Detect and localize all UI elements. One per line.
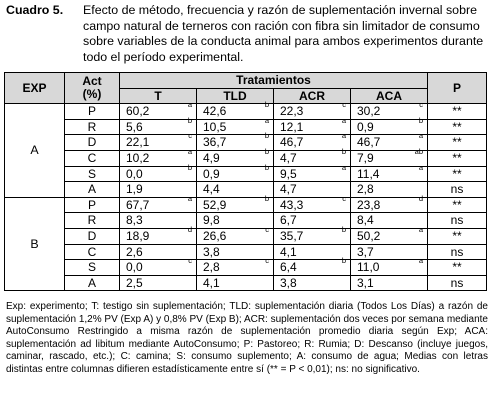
header-tratamientos: Tratamientos xyxy=(120,73,428,89)
value-cell xyxy=(274,182,351,198)
value-number: 6,4 xyxy=(280,260,297,275)
header-p: P xyxy=(428,73,487,104)
value-number: 3,1 xyxy=(357,275,374,290)
p-cell: ** xyxy=(428,197,487,213)
value-cell xyxy=(274,224,351,244)
value-cell xyxy=(274,100,351,120)
value-number: 3,8 xyxy=(280,275,297,290)
value-cell xyxy=(197,131,274,151)
significance-letter: a xyxy=(418,224,424,234)
significance-letter: b xyxy=(264,100,269,110)
value-cell xyxy=(351,146,428,166)
value-number: 11,4 xyxy=(357,166,380,181)
value-number: 0,0 xyxy=(126,166,143,181)
value-number: 10,2 xyxy=(126,150,150,165)
significance-letter: a xyxy=(187,100,192,110)
act-cell: D xyxy=(65,228,120,244)
value-cell xyxy=(274,275,351,291)
value-number: 2,6 xyxy=(126,244,143,259)
table-row xyxy=(5,166,487,182)
value-number: 60,2 xyxy=(126,104,150,119)
value-cell xyxy=(120,193,197,213)
exp-cell: A xyxy=(5,104,65,198)
value-cell xyxy=(197,100,274,120)
p-cell: ** xyxy=(428,104,487,120)
value-cell xyxy=(197,146,274,166)
value-number: 0,9 xyxy=(357,119,374,134)
value-cell xyxy=(351,100,428,120)
significance-letter: a xyxy=(418,162,424,172)
table-body xyxy=(5,100,487,291)
significance-letter: b xyxy=(264,193,269,203)
value-number: 26,6 xyxy=(203,228,227,243)
caption-text: Efecto de método, frecuencia y razón de suplementación invernal sobre campo natural de terneros con ración con fibra sin limitador de consumo sobre variables de la conducta animal para ambos experimentos durante todo el período experimental. xyxy=(83,3,484,64)
value-number: 1,9 xyxy=(126,182,143,197)
significance-letter: b xyxy=(264,131,269,141)
value-number: 4,9 xyxy=(203,150,220,165)
value-cell xyxy=(120,131,197,151)
significance-letter: a xyxy=(187,146,192,156)
behavior-table-container xyxy=(4,72,486,291)
act-cell: R xyxy=(65,213,120,229)
value-number: 4,4 xyxy=(203,182,220,197)
value-cell xyxy=(120,224,197,244)
significance-letter: a xyxy=(264,115,269,125)
value-number: 8,3 xyxy=(126,213,143,228)
value-cell xyxy=(351,115,428,135)
value-number: 23,8 xyxy=(357,197,381,212)
act-cell: P xyxy=(65,197,120,213)
value-number: 0,9 xyxy=(203,166,220,181)
value-number: 0,0 xyxy=(126,260,143,275)
value-number: 42,6 xyxy=(203,104,227,119)
act-cell: S xyxy=(65,166,120,182)
significance-letter: b xyxy=(341,146,346,156)
significance-letter: c xyxy=(342,193,346,203)
table-header xyxy=(5,73,487,104)
value-cell xyxy=(197,224,274,244)
act-cell: P xyxy=(65,104,120,120)
p-cell: ns xyxy=(428,275,487,291)
value-number: 8,4 xyxy=(357,213,374,228)
value-cell xyxy=(120,115,197,135)
p-cell: ** xyxy=(428,228,487,244)
value-number: 9,8 xyxy=(203,213,220,228)
value-cell xyxy=(120,244,197,260)
p-cell: ns xyxy=(428,244,487,260)
value-number: 43,3 xyxy=(280,197,304,212)
value-number: 4,1 xyxy=(203,275,220,290)
value-cell xyxy=(351,224,428,244)
table-caption xyxy=(6,3,486,65)
value-number: 36,7 xyxy=(203,135,227,150)
p-cell: ** xyxy=(428,135,487,151)
act-cell: A xyxy=(65,275,120,291)
significance-letter: c xyxy=(188,131,192,141)
value-cell xyxy=(197,244,274,260)
value-number: 3,7 xyxy=(357,244,374,259)
p-cell: ns xyxy=(428,213,487,229)
significance-letter: d xyxy=(418,193,424,203)
significance-letter: a xyxy=(341,115,346,125)
header-treatment: TLD xyxy=(197,88,274,104)
significance-letter: a xyxy=(341,162,346,172)
value-number: 22,1 xyxy=(126,135,150,150)
significance-letter: a xyxy=(187,193,192,203)
significance-letter: a xyxy=(341,131,346,141)
table-row xyxy=(5,244,487,260)
value-number: 18,9 xyxy=(126,228,150,243)
p-cell: ** xyxy=(428,119,487,135)
significance-letter: b xyxy=(264,162,269,172)
value-cell xyxy=(197,275,274,291)
table-row xyxy=(5,260,487,276)
value-cell xyxy=(120,100,197,120)
value-number: 3,8 xyxy=(203,244,220,259)
significance-letter: a xyxy=(418,131,424,141)
value-cell xyxy=(274,244,351,260)
value-number: 67,7 xyxy=(126,197,150,212)
value-cell xyxy=(351,162,428,182)
header-exp: EXP xyxy=(5,73,65,104)
significance-letter: c xyxy=(342,100,346,110)
value-number: 11,0 xyxy=(357,260,380,275)
value-number: 4,7 xyxy=(280,150,297,165)
value-number: 2,8 xyxy=(357,182,374,197)
value-cell xyxy=(351,244,428,260)
significance-letter: b xyxy=(264,146,269,156)
p-cell: ** xyxy=(428,150,487,166)
value-number: 30,2 xyxy=(357,104,381,119)
significance-letter: c xyxy=(265,256,269,266)
value-number: 5,6 xyxy=(126,119,143,134)
table-row xyxy=(5,197,487,213)
act-cell: R xyxy=(65,119,120,135)
value-cell xyxy=(120,213,197,229)
value-number: 50,2 xyxy=(357,228,381,243)
table-row xyxy=(5,182,487,198)
p-cell: ns xyxy=(428,182,487,198)
value-cell xyxy=(120,146,197,166)
significance-letter: b xyxy=(187,115,192,125)
value-cell xyxy=(120,162,197,182)
significance-letter: c xyxy=(265,224,269,234)
value-cell xyxy=(197,162,274,182)
act-cell: S xyxy=(65,260,120,276)
value-cell xyxy=(197,256,274,276)
value-number: 2,5 xyxy=(126,275,143,290)
table-row xyxy=(5,228,487,244)
value-cell xyxy=(274,213,351,229)
value-cell xyxy=(120,256,197,276)
header-act xyxy=(65,73,120,104)
significance-letter: b xyxy=(341,224,346,234)
table-footnote: Exp: experimento; T: testigo sin suplementación; TLD: suplementación diaria (Todos Los Días) a razón de suplementación 1,2% PV (Exp A) y 0,8% PV (Exp B); ACR: suplementación dos veces por semana mediante AutoConsumo Restringido a misma razón de suplementación promedio diaria según Exp; ACA: suplementación ad libitum mediante AutoConsumo; P: Pastoreo; R: Rumia; D: Descanso (incluye juegos, caminar, rascado, etc.); C: camina; S: consumo suplemento; A: consumo de agua; Medias con letras distintas entre columnas difieren estadísticamente entre sí (** = P < 0,01); ns: no significativo. xyxy=(6,301,488,375)
value-cell xyxy=(197,213,274,229)
significance-letter: b xyxy=(418,115,424,125)
value-number: 52,9 xyxy=(203,197,227,212)
value-cell xyxy=(274,131,351,151)
p-cell: ** xyxy=(428,260,487,276)
value-number: 2,8 xyxy=(203,260,220,275)
value-cell xyxy=(197,193,274,213)
table-row xyxy=(5,213,487,229)
value-number: 46,7 xyxy=(280,135,304,150)
significance-letter: b xyxy=(187,162,192,172)
value-number: 6,7 xyxy=(280,213,297,228)
value-cell xyxy=(351,193,428,213)
header-act-line1: Act xyxy=(82,74,102,89)
header-treatment: ACR xyxy=(274,88,351,104)
value-cell xyxy=(351,275,428,291)
header-treatment: ACA xyxy=(351,88,428,104)
value-cell xyxy=(274,115,351,135)
value-number: 12,1 xyxy=(280,119,304,134)
significance-letter: c xyxy=(188,256,192,266)
significance-letter: ab xyxy=(414,146,424,156)
act-cell: D xyxy=(65,135,120,151)
value-cell xyxy=(274,256,351,276)
value-number: 46,7 xyxy=(357,135,381,150)
value-cell xyxy=(197,115,274,135)
value-cell xyxy=(274,146,351,166)
value-cell xyxy=(351,182,428,198)
value-number: 35,7 xyxy=(280,228,304,243)
table-row xyxy=(5,275,487,291)
act-cell: A xyxy=(65,182,120,198)
header-act-line2: (%) xyxy=(82,87,102,102)
significance-letter: d xyxy=(187,224,192,234)
table-row xyxy=(5,150,487,166)
value-cell xyxy=(120,275,197,291)
value-number: 4,7 xyxy=(280,182,297,197)
significance-letter: b xyxy=(341,256,346,266)
significance-letter: a xyxy=(418,256,424,266)
p-cell: ** xyxy=(428,166,487,182)
exp-cell: B xyxy=(5,197,65,291)
behavior-table xyxy=(4,72,487,291)
caption-label: Cuadro 5. xyxy=(6,3,64,17)
value-cell xyxy=(274,162,351,182)
value-cell xyxy=(197,182,274,198)
value-number: 9,5 xyxy=(280,166,297,181)
value-cell xyxy=(274,193,351,213)
value-cell xyxy=(351,256,428,276)
act-cell: C xyxy=(65,244,120,260)
value-number: 10,5 xyxy=(203,119,227,134)
value-number: 7,9 xyxy=(357,150,374,165)
act-cell: C xyxy=(65,150,120,166)
value-number: 4,1 xyxy=(280,244,297,259)
value-cell xyxy=(351,213,428,229)
value-number: 22,3 xyxy=(280,104,304,119)
table-row xyxy=(5,119,487,135)
table-row xyxy=(5,104,487,120)
header-treatment: T xyxy=(120,88,197,104)
value-cell xyxy=(120,182,197,198)
significance-letter: c xyxy=(419,100,424,110)
